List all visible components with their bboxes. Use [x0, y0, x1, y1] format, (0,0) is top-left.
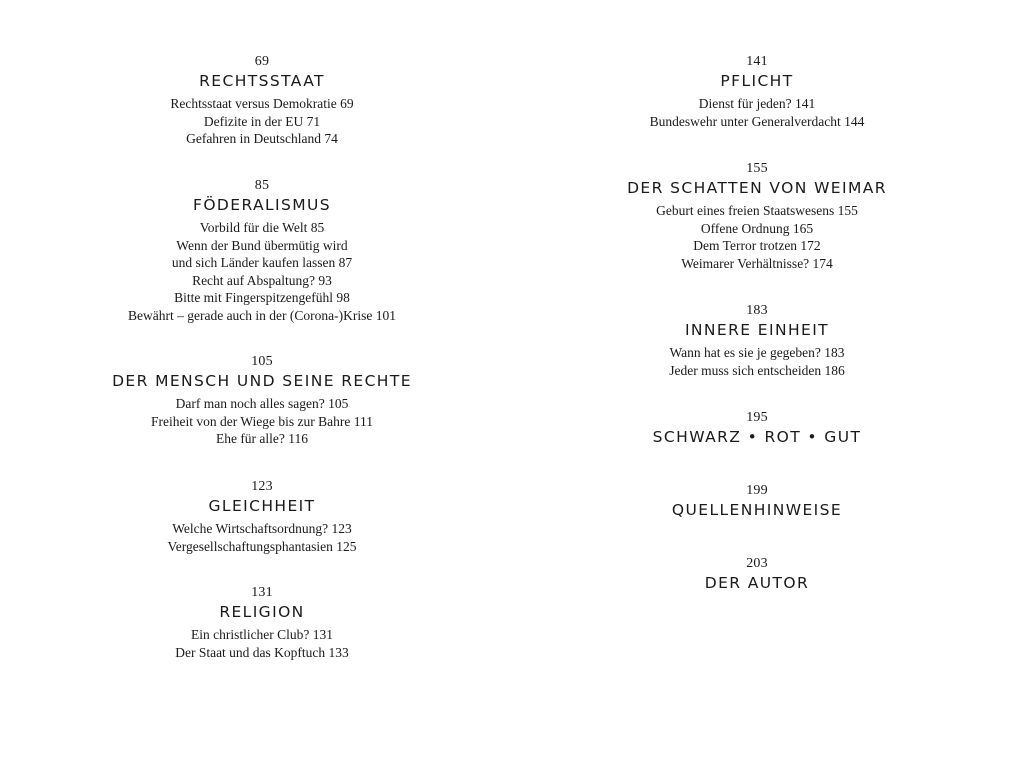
- toc-section-innere-einheit: [607, 303, 907, 379]
- toc-entry: Jeder muss sich entscheiden 186: [669, 362, 845, 378]
- toc-entry: Wann hat es sie je gegeben? 183: [669, 345, 845, 360]
- toc-entry: Bundeswehr unter Generalverdacht 144: [649, 113, 865, 129]
- toc-entry: Weimarer Verhältnisse? 174: [681, 255, 833, 271]
- section-page-number: 155: [746, 161, 768, 176]
- toc-entry: Ehe für alle? 116: [215, 431, 309, 446]
- toc-entry: Darf man noch alles sagen? 105: [175, 396, 349, 411]
- toc-entry: Dem Terror trotzen 172: [693, 238, 821, 253]
- section-page-number: 203: [746, 556, 768, 571]
- toc-entry: Offene Ordnung 165: [700, 220, 814, 236]
- section-page-number: 105: [251, 354, 273, 369]
- toc-entry: Welche Wirtschaftsordnung? 123: [172, 521, 352, 536]
- section-entries: [112, 395, 412, 448]
- section-title: PFLICHT: [720, 72, 794, 90]
- section-page-number: 69: [254, 54, 270, 69]
- section-title: QUELLENHINWEISE: [671, 501, 843, 519]
- toc-entry: Geburt eines freien Staatswesens 155: [656, 203, 858, 218]
- section-page-number: 199: [746, 483, 768, 498]
- toc-section-gleichheit: [112, 479, 412, 555]
- toc-entry: Der Staat und das Kopftuch 133: [175, 644, 349, 660]
- toc-section-schwarz-rot-gut: [607, 410, 907, 447]
- toc-entry: Vorbild für die Welt 85: [199, 220, 325, 235]
- toc-entry: Bitte mit Fingerspitzengefühl 98: [174, 290, 350, 305]
- section-page-number: 123: [251, 479, 273, 494]
- section-entries: [607, 95, 907, 130]
- section-title: SCHWARZ • ROT • GUT: [652, 428, 862, 446]
- section-title: INNERE EINHEIT: [684, 321, 830, 339]
- section-entries: [112, 95, 412, 148]
- toc-entry: Defizite in der EU 71: [203, 113, 321, 129]
- toc-entry: Dienst für jeden? 141: [698, 96, 816, 111]
- section-page-number: 141: [746, 54, 768, 69]
- section-title: DER AUTOR: [704, 574, 810, 592]
- toc-entry: Bewährt – gerade auch in der (Corona-)Krise 101: [127, 307, 397, 323]
- toc-entry: Wenn der Bund übermütig wird: [176, 237, 348, 253]
- toc-section-rechtsstaat: [112, 54, 412, 148]
- section-page-number: 195: [746, 410, 768, 425]
- section-page-number: 85: [254, 178, 270, 193]
- section-title: FÖDERALISMUS: [193, 196, 331, 214]
- section-title: DER MENSCH UND SEINE RECHTE: [112, 372, 412, 390]
- toc-entry: Rechtsstaat versus Demokratie 69: [170, 96, 354, 111]
- toc-entry: Vergesellschaftungsphantasien 125: [167, 538, 357, 554]
- section-title: DER SCHATTEN VON WEIMAR: [627, 179, 887, 197]
- toc-section-der-mensch: [112, 354, 412, 448]
- toc-section-quellenhinweise: [607, 483, 907, 520]
- section-title: RECHTSSTAAT: [199, 72, 325, 90]
- section-page-number: 183: [746, 303, 768, 318]
- section-entries: [607, 344, 907, 379]
- toc-section-der-autor: [607, 556, 907, 593]
- section-page-number: 131: [251, 585, 273, 600]
- toc-entry: Ein christlicher Club? 131: [190, 627, 334, 642]
- toc-entry: Freiheit von der Wiege bis zur Bahre 111: [150, 413, 374, 429]
- toc-entry: und sich Länder kaufen lassen 87: [171, 255, 353, 270]
- toc-section-religion: [112, 585, 412, 661]
- toc-section-foederalismus: [112, 178, 412, 324]
- toc-section-weimar: [607, 161, 907, 272]
- toc-entry: Gefahren in Deutschland 74: [186, 131, 338, 146]
- section-entries: [112, 520, 412, 555]
- toc-entry: Recht auf Abspaltung? 93: [192, 272, 332, 288]
- section-entries: [112, 219, 412, 324]
- toc-section-pflicht: [607, 54, 907, 130]
- section-entries: [607, 202, 907, 272]
- section-title: GLEICHHEIT: [208, 497, 316, 515]
- section-entries: [112, 626, 412, 661]
- section-title: RELIGION: [219, 603, 305, 621]
